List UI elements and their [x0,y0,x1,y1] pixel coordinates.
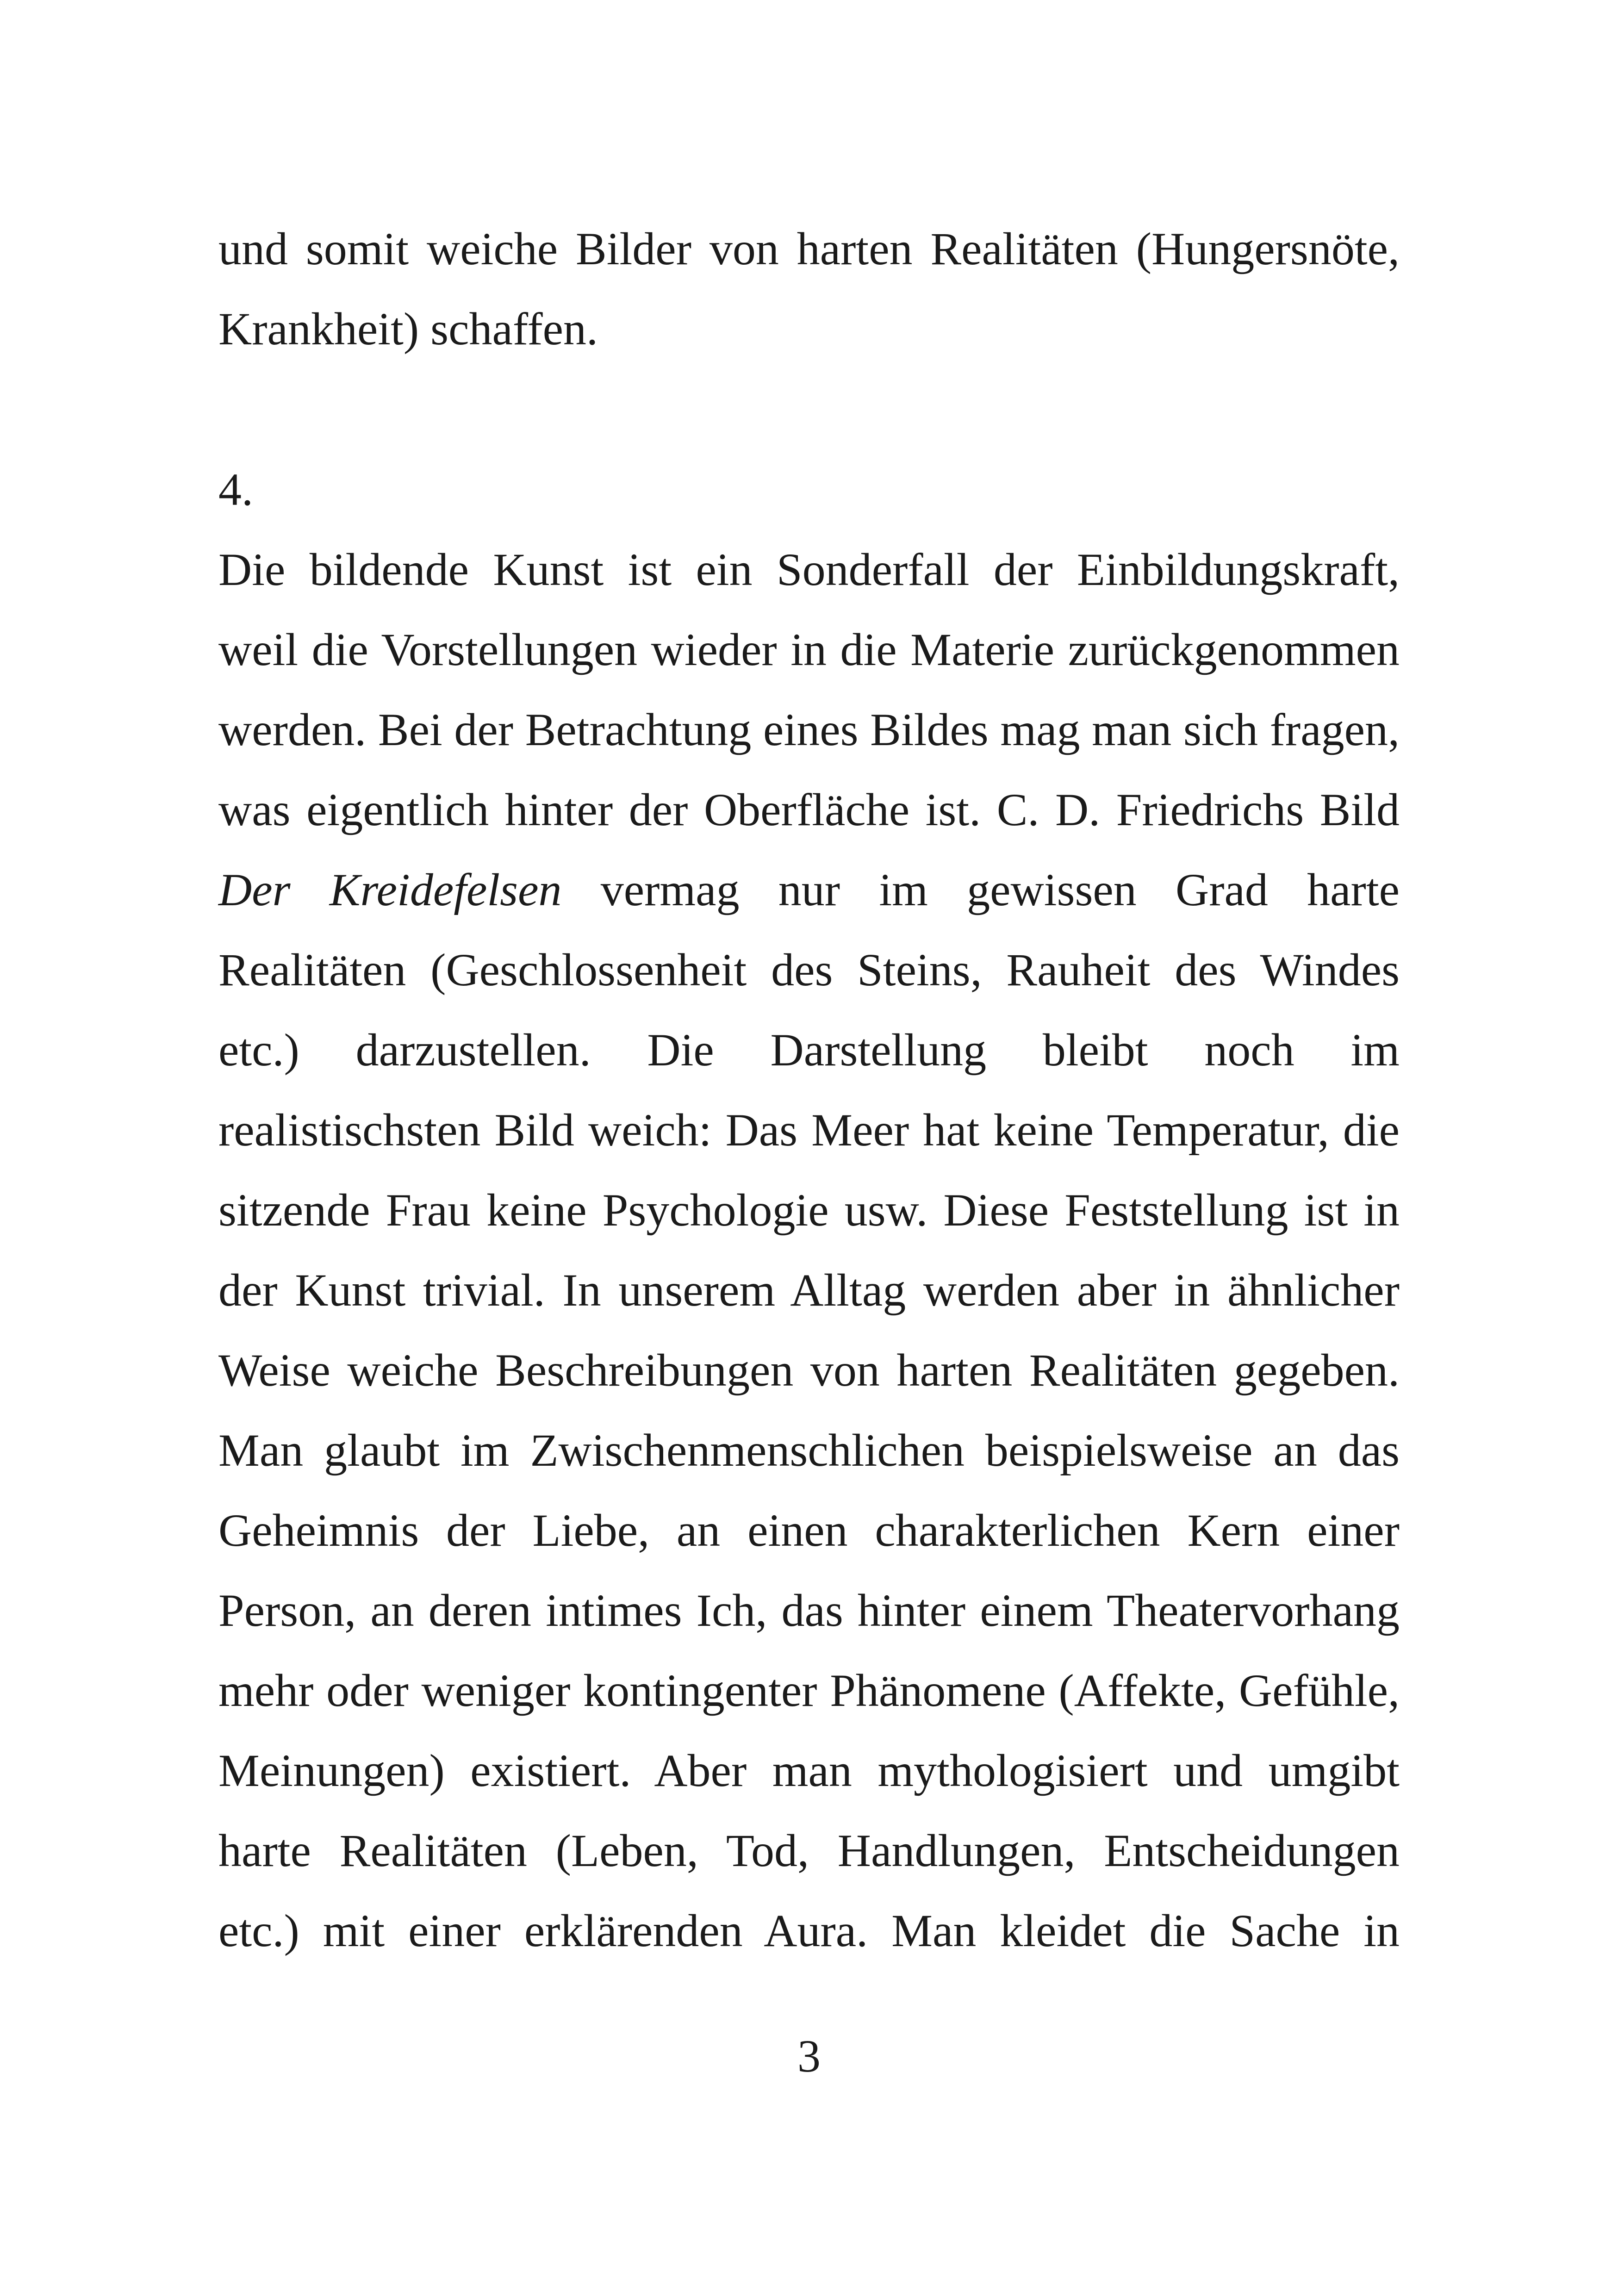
paragraph-line: weil die Vorstellungen wieder in die Materie zurückgenommen [218,624,1400,675]
paragraph-line: der Kunst trivial. In unserem Alltag werden aber in ähnlicher [218,1264,1400,1316]
page-number: 3 [797,2030,821,2082]
paragraph-line: was eigentlich hinter der Oberfläche ist. C. D. Friedrichs Bild [218,784,1400,835]
paragraph-line: Geheimnis der Liebe, an einen charakterlichen Kern einer [218,1505,1400,1556]
continued-paragraph [218,209,1400,369]
paragraph-line [218,850,1400,930]
paragraph-line: und somit weiche Bilder von harten Realitäten (Hungersnöte, [218,223,1400,274]
paragraph-line: Krankheit) schaffen. [218,303,598,355]
line-text: vermag nur im gewissen Grad harte [561,864,1400,915]
paragraph-line: etc.) darzustellen. Die Darstellung bleibt noch im [218,1024,1400,1076]
section-number: 4. [218,464,253,515]
paragraph-line: Man glaubt im Zwischenmenschlichen beispielsweise an das [218,1425,1400,1476]
paragraph-line: mehr oder weniger kontingenter Phänomene (Affekte, Gefühle, [218,1665,1400,1716]
paragraph-line: Realitäten (Geschlossenheit des Steins, Rauheit des Windes [218,944,1400,996]
paragraph-line: harte Realitäten (Leben, Tod, Handlungen, Entscheidungen [218,1825,1400,1876]
paragraph-line: Person, an deren intimes Ich, das hinter einem Theatervorhang [218,1585,1400,1636]
paragraph-line: sitzende Frau keine Psychologie usw. Diese Feststellung ist in [218,1184,1400,1236]
paragraph-line: realistischsten Bild weich: Das Meer hat keine Temperatur, die [218,1104,1400,1156]
section-4 [218,449,1400,1971]
paragraph-line: etc.) mit einer erklärenden Aura. Man kleidet die Sache in [218,1905,1400,1956]
paragraph-line: werden. Bei der Betrachtung eines Bildes mag man sich fragen, [218,704,1400,755]
paragraph-line: Meinungen) existiert. Aber man mythologisiert und umgibt [218,1745,1400,1796]
artwork-title: Der Kreidefelsen [218,864,562,915]
paragraph-line: Die bildende Kunst ist ein Sonderfall der Einbildungskraft, [218,544,1400,595]
paragraph-line: Weise weiche Beschreibungen von harten Realitäten gegeben. [218,1344,1400,1396]
